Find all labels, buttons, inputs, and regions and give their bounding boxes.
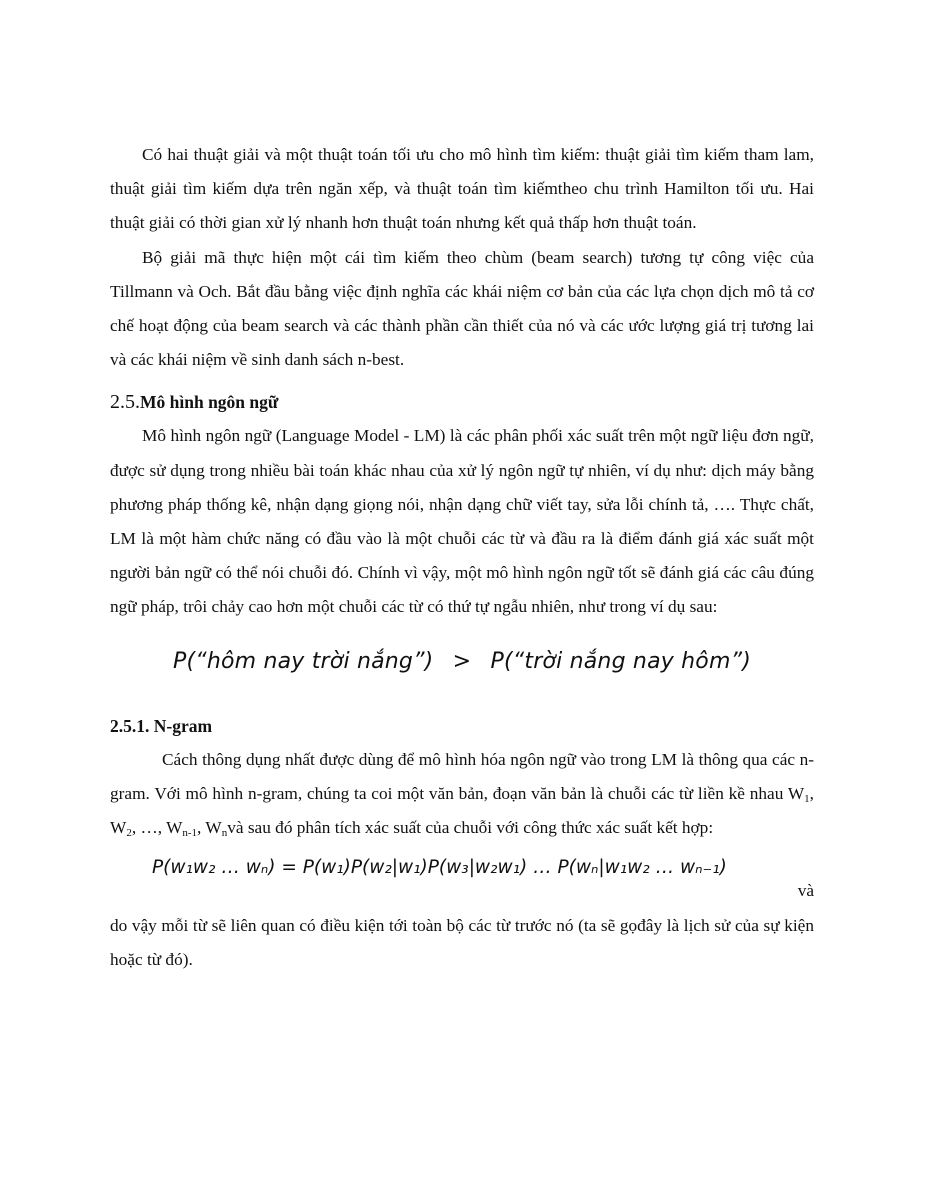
subsection-heading-ngram: 2.5.1. N-gram [110, 715, 213, 736]
subscript-n: n [221, 827, 228, 840]
ngram-text-part2: và sau đó phân tích xác suất của chuỗi với công thức xác suất kết hợp: [227, 818, 714, 838]
subscript-2: 2 [126, 827, 132, 840]
subscript-n-1: n-1 [182, 827, 198, 840]
chain-rule-suffix: và [797, 881, 814, 901]
paragraph-history: do vậy mỗi từ sẽ liên quan có điều kiện tới toàn bộ các từ trước nó (ta sẽ gọđây là lịch sử của sự kiện hoặc từ đó). [110, 916, 814, 970]
paragraph-ngram [110, 743, 814, 846]
formula-right: P(“trời nắng nay hôm”) [490, 648, 751, 674]
formula-left: P(“hôm nay trời nắng”) [173, 648, 434, 674]
chain-rule-equation: P(w₁w₂ … wₙ) = P(w₁)P(w₂|w₁)P(w₃|w₂w₁) … P(wₙ|w₁w₂ … wₙ₋₁) [152, 857, 727, 879]
ngram-sep-3: , W [197, 818, 222, 838]
ngram-sep-2: , …, W [131, 818, 183, 838]
formula-probability-comparison [110, 645, 814, 679]
ngram-text-part1: Cách thông dụng nhất được dùng để mô hình hóa ngôn ngữ vào trong LM là thông qua các n-gram. Với mô hình n-gram, chúng ta coi một văn bản, đoạn văn bản là chuỗi các từ liền kề nhau W [110, 749, 814, 803]
formula-operator: > [452, 648, 472, 674]
section-number: 2.5. [110, 391, 140, 414]
paragraph-search-algorithms: Có hai thuật giải và một thuật toán tối ưu cho mô hình tìm kiếm: thuật giải tìm kiếm tham lam, thuật giải tìm kiếm dựa trên ngăn xếp, và thuật toán tìm kiếmtheo chu trình Hamilton tối ưu. Hai thuật giải có thời gian xử lý nhanh hơn thuật toán nhưng kết quả thấp hơn thuật toán. [110, 145, 814, 233]
ngram-sep-1: , W [110, 783, 814, 838]
section-title: Mô hình ngôn ngữ [140, 392, 279, 413]
document-page [110, 138, 814, 978]
subscript-1: 1 [804, 792, 810, 805]
formula-chain-rule [110, 855, 814, 901]
paragraph-language-model: Mô hình ngôn ngữ (Language Model - LM) là các phân phối xác suất trên một ngữ liệu đơn ngữ, được sử dụng trong nhiều bài toán khác nhau của xử lý ngôn ngữ tự nhiên, ví dụ như: dịch máy bằng phương pháp thống kê, nhận dạng giọng nói, nhận dạng chữ viết tay, sửa lỗi chính tả, …. Thực chất, LM là một hàm chức năng có đầu vào là một chuỗi các từ và đầu ra là điểm đánh giá xác suất một người bản ngữ có thể nói chuỗi đó. Chính vì vậy, một mô hình ngôn ngữ tốt sẽ đánh giá các câu đúng ngữ pháp, trôi chảy cao hơn một chuỗi các từ có thứ tự ngẫu nhiên, như trong ví dụ sau: [110, 426, 814, 617]
paragraph-beam-search: Bộ giải mã thực hiện một cái tìm kiếm theo chùm (beam search) tương tự công việc của Tillmann và Och. Bắt đầu bằng việc định nghĩa các khái niệm cơ bản của các lựa chọn dịch mô tả cơ chế hoạt động của beam search và các thành phần cần thiết của nó và các ước lượng giá trị tương lai và các khái niệm về sinh danh sách n-best. [110, 247, 814, 370]
section-heading-language-model [110, 385, 814, 419]
